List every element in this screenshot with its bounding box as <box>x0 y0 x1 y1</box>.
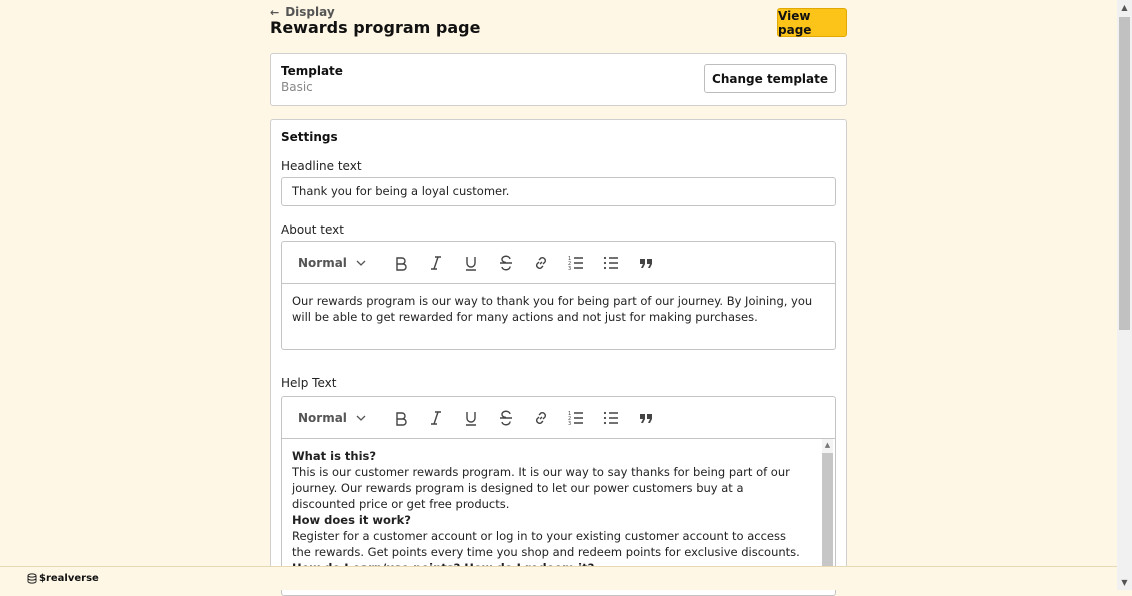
about-style-select[interactable] <box>298 254 366 272</box>
template-card <box>270 53 847 106</box>
ordered-list-icon[interactable] <box>567 254 585 272</box>
quote-icon[interactable] <box>637 254 655 272</box>
scroll-down-icon[interactable]: ▼ <box>1121 578 1128 587</box>
help-style-select-label: Normal <box>298 410 347 425</box>
underline-icon[interactable] <box>462 409 480 427</box>
quote-icon[interactable] <box>637 409 655 427</box>
svg-text:2: 2 <box>568 260 572 267</box>
link-icon[interactable] <box>532 254 550 272</box>
help-scrollbar[interactable] <box>822 439 833 569</box>
chevron-down-icon <box>356 260 366 266</box>
help-label: Help Text <box>281 376 337 390</box>
arrow-left-icon: ← <box>270 5 280 19</box>
help-answer: Register for a customer account or log in to your existing customer account to access the rewards. Get points every time you shop and redeem points for exclusive discounts. <box>292 529 800 559</box>
page-scrollbar[interactable] <box>1117 0 1132 590</box>
strikethrough-icon[interactable] <box>497 254 515 272</box>
strikethrough-icon[interactable] <box>497 409 515 427</box>
template-value: Basic <box>281 80 313 94</box>
italic-icon[interactable] <box>427 254 445 272</box>
settings-card <box>270 119 847 589</box>
settings-title: Settings <box>281 130 338 144</box>
back-link-label: Display <box>285 5 335 19</box>
headline-input[interactable]: Thank you for being a loyal customer. <box>281 177 836 206</box>
scroll-up-icon[interactable]: ▲ <box>824 441 831 449</box>
page-title: Rewards program page <box>270 18 481 37</box>
bold-icon[interactable] <box>392 409 410 427</box>
chevron-down-icon <box>356 415 366 421</box>
database-icon <box>27 573 37 584</box>
about-toolbar <box>282 242 835 284</box>
help-text[interactable] <box>282 439 835 585</box>
svg-text:1: 1 <box>568 255 572 262</box>
help-toolbar <box>282 397 835 439</box>
help-style-select[interactable] <box>298 409 366 427</box>
help-text-area[interactable] <box>282 439 835 585</box>
bullet-list-icon[interactable] <box>602 409 620 427</box>
about-editor[interactable] <box>281 241 836 350</box>
help-scrollbar-thumb[interactable] <box>822 453 833 569</box>
underline-icon[interactable] <box>462 254 480 272</box>
change-template-button[interactable]: Change template <box>704 64 836 93</box>
about-text[interactable]: Our rewards program is our way to thank you for being part of our journey. By Joining, you will be able to get rewarded for many actions and not just for making purchases. <box>292 294 813 324</box>
back-link[interactable] <box>270 5 335 19</box>
page-scrollbar-thumb[interactable] <box>1119 17 1130 330</box>
template-label: Template <box>281 64 343 78</box>
svg-text:3: 3 <box>568 420 572 427</box>
svg-text:2: 2 <box>568 415 572 422</box>
help-question: How does it work? <box>292 513 411 527</box>
help-question: What is this? <box>292 449 377 463</box>
help-answer: This is our customer rewards program. It is our way to say thanks for being part of our journey. Our rewards program is designed to let our power customers buy at a discounted price or get free products. <box>292 465 790 511</box>
scroll-up-icon[interactable]: ▲ <box>1121 3 1128 12</box>
about-style-select-label: Normal <box>298 255 347 270</box>
svg-text:1: 1 <box>568 410 572 417</box>
footer-bar <box>0 566 1117 590</box>
footer-brand: $realverse <box>39 573 99 584</box>
ordered-list-icon[interactable] <box>567 409 585 427</box>
view-page-button[interactable]: View page <box>777 8 847 37</box>
link-icon[interactable] <box>532 409 550 427</box>
about-label: About text <box>281 223 344 237</box>
bold-icon[interactable] <box>392 254 410 272</box>
bullet-list-icon[interactable] <box>602 254 620 272</box>
headline-label: Headline text <box>281 159 362 173</box>
italic-icon[interactable] <box>427 409 445 427</box>
svg-text:3: 3 <box>568 265 572 272</box>
